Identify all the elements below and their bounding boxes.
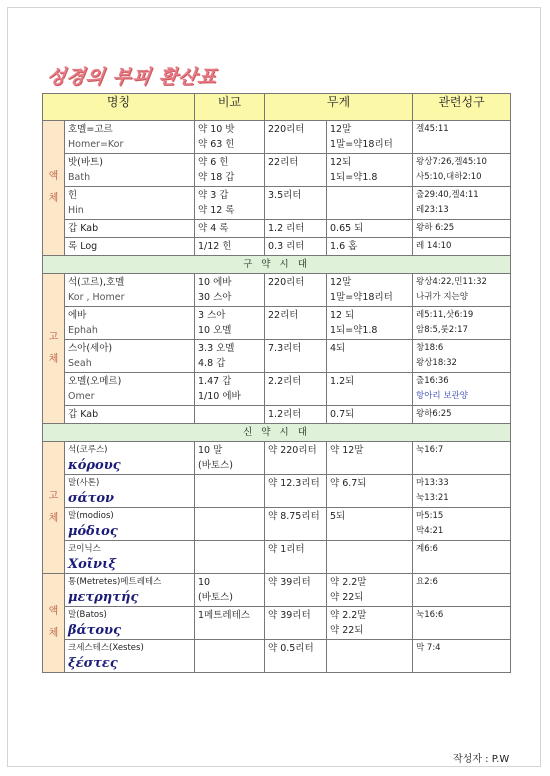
compare-cell: 10 에바 30 스아 xyxy=(195,274,265,307)
header-weight: 무게 xyxy=(265,94,413,121)
weight-liter: 0.3 리터 xyxy=(265,238,327,256)
item-name: 코이닉스 Χοῖνιξ xyxy=(65,541,195,574)
weight-measure: 1.2되 xyxy=(327,373,413,406)
compare-cell xyxy=(195,406,265,424)
reference-cell: 왕상4:22,민11:32 나귀가 지는양 xyxy=(413,274,511,307)
weight-liter: 약 220리터 xyxy=(265,442,327,475)
reference-cell: 마5:15 막4:21 xyxy=(413,508,511,541)
weight-measure: 1.6 홉 xyxy=(327,238,413,256)
table-row xyxy=(43,508,511,541)
compare-cell: 1.47 갑 1/10 에바 xyxy=(195,373,265,406)
weight-liter: 22리터 xyxy=(265,154,327,187)
weight-liter: 1.2 리터 xyxy=(265,220,327,238)
weight-measure: 약 2.2말 약 22되 xyxy=(327,607,413,640)
item-name: 말(사톤) σάτον xyxy=(65,475,195,508)
category-solid: 고 체 xyxy=(43,274,65,424)
table-row xyxy=(43,442,511,475)
item-name: 통(Metretes)메트레테스 μετρητής xyxy=(65,574,195,607)
weight-liter: 약 39리터 xyxy=(265,607,327,640)
compare-cell: 약 3 갑 약 12 록 xyxy=(195,187,265,220)
reference-cell: 출16:36 항아리 보관양 xyxy=(413,373,511,406)
weight-liter: 220리터 xyxy=(265,121,327,154)
weight-liter: 220리터 xyxy=(265,274,327,307)
reference-cell: 눅16:6 xyxy=(413,607,511,640)
compare-cell: 3.3 오멜 4.8 갑 xyxy=(195,340,265,373)
weight-measure xyxy=(327,541,413,574)
reference-cell: 레 14:10 xyxy=(413,238,511,256)
table-row xyxy=(43,373,511,406)
reference-cell: 눅16:7 xyxy=(413,442,511,475)
weight-measure: 12말 1말=약18리터 xyxy=(327,274,413,307)
compare-cell xyxy=(195,475,265,508)
compare-cell: 약 4 록 xyxy=(195,220,265,238)
item-name: 록 Log xyxy=(65,238,195,256)
compare-cell xyxy=(195,640,265,673)
table-row xyxy=(43,187,511,220)
table-row xyxy=(43,340,511,373)
item-name: 크세스테스(Xestes) ξέστες xyxy=(65,640,195,673)
author-label: 작성자 : P.W xyxy=(453,754,510,765)
weight-liter: 약 1리터 xyxy=(265,541,327,574)
reference-cell: 왕하6:25 xyxy=(413,406,511,424)
item-name: 호멜=고르 Homer=Kor xyxy=(65,121,195,154)
item-name: 갑 Kab xyxy=(65,406,195,424)
reference-cell: 출29:40,겔4:11 레23:13 xyxy=(413,187,511,220)
compare-cell: 약 6 힌 약 18 갑 xyxy=(195,154,265,187)
category-liquid: 액 체 xyxy=(43,121,65,256)
weight-measure: 0.65 되 xyxy=(327,220,413,238)
compare-cell xyxy=(195,541,265,574)
item-name: 석(고르),호멜 Kor , Homer xyxy=(65,274,195,307)
table-row xyxy=(43,154,511,187)
table-row xyxy=(43,640,511,673)
category-liquid2: 액 체 xyxy=(43,574,65,673)
header-name: 명칭 xyxy=(43,94,195,121)
item-name: 말(Batos) βάτους xyxy=(65,607,195,640)
weight-liter: 1.2리터 xyxy=(265,406,327,424)
reference-cell: 막 7:4 xyxy=(413,640,511,673)
reference-cell: 마13:33 눅13:21 xyxy=(413,475,511,508)
table-row xyxy=(43,121,511,154)
section-new-testament: 신 약 시 대 xyxy=(43,424,511,442)
compare-cell: 약 10 밧 약 63 힌 xyxy=(195,121,265,154)
table-row xyxy=(43,406,511,424)
conversion-table xyxy=(42,93,511,673)
weight-liter: 3.5리터 xyxy=(265,187,327,220)
weight-measure: 5되 xyxy=(327,508,413,541)
item-name: 힌 Hin xyxy=(65,187,195,220)
weight-measure: 약 12말 xyxy=(327,442,413,475)
page-title: 성경의 부피 환산표 xyxy=(45,66,219,88)
table-row xyxy=(43,574,511,607)
header-compare: 비교 xyxy=(195,94,265,121)
table-row xyxy=(43,238,511,256)
weight-liter: 약 12.3리터 xyxy=(265,475,327,508)
weight-measure: 12말 1말=약18리터 xyxy=(327,121,413,154)
compare-cell: 3 스아 10 오멜 xyxy=(195,307,265,340)
item-name: 밧(바트) Bath xyxy=(65,154,195,187)
table-row xyxy=(43,541,511,574)
item-name: 오멜(오메르) Omer xyxy=(65,373,195,406)
weight-measure: 0.7되 xyxy=(327,406,413,424)
weight-liter: 7.3리터 xyxy=(265,340,327,373)
reference-cell: 창18:6 왕상18:32 xyxy=(413,340,511,373)
reference-cell: 계6:6 xyxy=(413,541,511,574)
table-row xyxy=(43,274,511,307)
category-solid: 고 체 xyxy=(43,442,65,574)
section-old-testament: 구 약 시 대 xyxy=(43,256,511,274)
table-row xyxy=(43,475,511,508)
weight-liter: 22리터 xyxy=(265,307,327,340)
weight-measure: 4되 xyxy=(327,340,413,373)
compare-cell: 10 말 (바토스) xyxy=(195,442,265,475)
table-row xyxy=(43,307,511,340)
weight-measure: 12 되 1되=약1.8 xyxy=(327,307,413,340)
table-row xyxy=(43,220,511,238)
reference-cell: 요2:6 xyxy=(413,574,511,607)
reference-cell: 겔45:11 xyxy=(413,121,511,154)
compare-cell: 1/12 힌 xyxy=(195,238,265,256)
item-name: 석(코루스) κόρους xyxy=(65,442,195,475)
reference-cell: 왕하 6:25 xyxy=(413,220,511,238)
reference-cell: 레5:11,삿6:19 암8:5,룻2:17 xyxy=(413,307,511,340)
item-name: 에바 Ephah xyxy=(65,307,195,340)
weight-measure: 약 6.7되 xyxy=(327,475,413,508)
reference-cell: 왕상7:26,겔45:10 사5:10,대하2:10 xyxy=(413,154,511,187)
weight-measure xyxy=(327,640,413,673)
compare-cell: 10 (바토스) xyxy=(195,574,265,607)
weight-liter: 약 8.75리터 xyxy=(265,508,327,541)
compare-cell: 1메트레테스 xyxy=(195,607,265,640)
header-refs: 관련성구 xyxy=(413,94,511,121)
item-name: 스아(세아) Seah xyxy=(65,340,195,373)
weight-measure: 12되 1되=약1.8 xyxy=(327,154,413,187)
weight-liter: 약 0.5리터 xyxy=(265,640,327,673)
item-name: 갑 Kab xyxy=(65,220,195,238)
item-name: 말(modios) μόδιος xyxy=(65,508,195,541)
header-row xyxy=(43,94,511,121)
weight-measure xyxy=(327,187,413,220)
compare-cell xyxy=(195,508,265,541)
table-row xyxy=(43,607,511,640)
weight-liter: 약 39리터 xyxy=(265,574,327,607)
weight-measure: 약 2.2말 약 22되 xyxy=(327,574,413,607)
weight-liter: 2.2리터 xyxy=(265,373,327,406)
